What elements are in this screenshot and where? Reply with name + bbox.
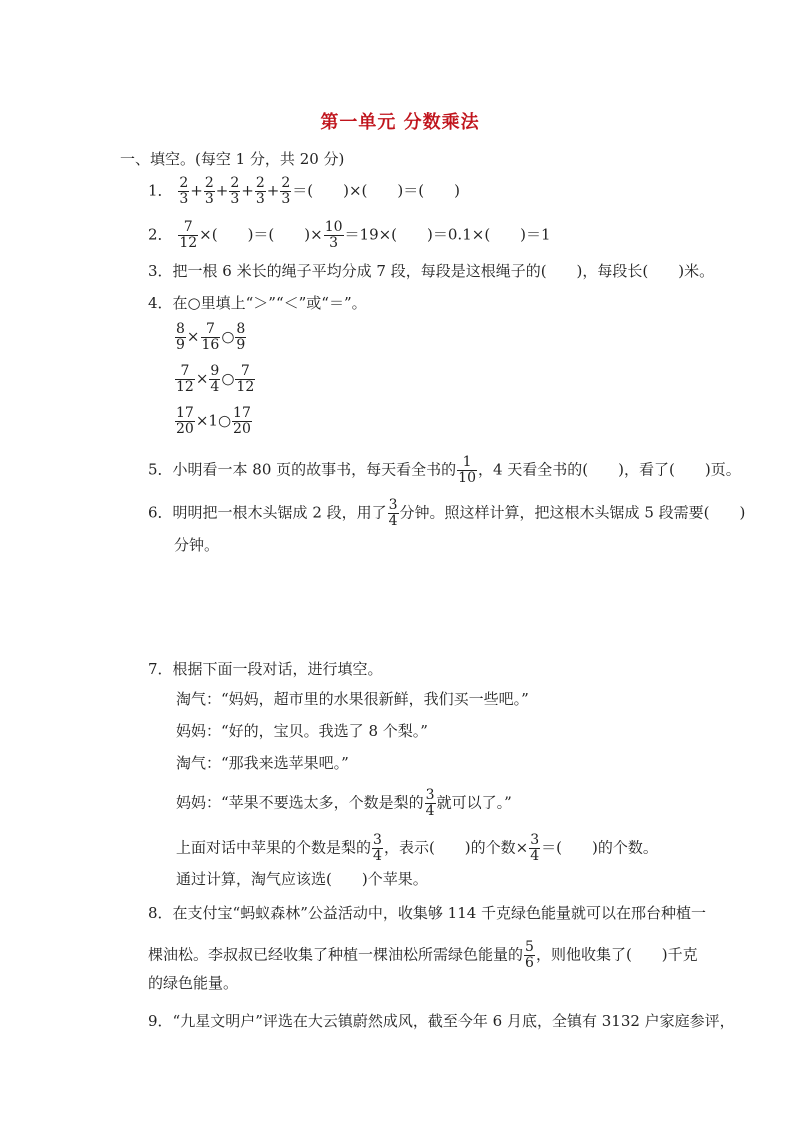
dialogue-line-3: 淘气：“那我来选苹果吧。” (176, 754, 349, 772)
fill-line-part-c: ＝( )的个数。 (541, 838, 658, 857)
fraction: $\frac{2}{3}$ (255, 175, 265, 207)
fraction: $\frac{2}{3}$ (179, 175, 189, 207)
question-8-part-b: 棵油松。李叔叔已经收集了种植一棵油松所需绿色能量的 (148, 945, 524, 964)
question-4: 4．在○里填上“＞”“＜”或“＝”。 (148, 294, 367, 312)
question-5-part-a: 5．小明看一本 80 页的故事书，每天看全书的 (148, 460, 457, 479)
question-2-part-a: ×( )＝( )× (199, 225, 323, 244)
question-2-part-b: ＝19×( )＝0.1×( )＝1 (344, 225, 551, 244)
question-9: 9．“九星文明户”评选在大云镇蔚然成风，截至今年 6 月底，全镇有 3132 户家庭参评， (148, 1012, 735, 1030)
fraction: $\frac{2}{3}$ (204, 175, 214, 207)
times-one-circle[interactable]: ×1○ (195, 411, 232, 430)
question-6 (148, 498, 745, 529)
question-number: 1． (148, 181, 173, 200)
plus-sign: + (190, 181, 203, 200)
question-8-line-3: 的绿色能量。 (148, 974, 239, 992)
question-5-part-b: ，4 天看全书的( )，看了( )页。 (478, 460, 741, 479)
question-7-answer-line: 通过计算，淘气应该选( )个苹果。 (176, 870, 428, 888)
plus-sign: + (215, 181, 229, 200)
dialogue-line-1: 淘气：“妈妈，超市里的水果很新鲜，我们买一些吧。” (176, 690, 529, 708)
comparison-1 (174, 322, 247, 353)
fraction: $\frac{1}{10}$ (458, 454, 476, 486)
dialogue-line-4 (176, 788, 512, 819)
times-sign: × (195, 369, 209, 388)
question-6-part-a: 6．明明把一根木头锯成 2 段，用了 (148, 503, 387, 522)
question-2 (148, 220, 551, 251)
plus-sign: + (266, 181, 280, 200)
question-6-part-b: 分钟。照这样计算，把这根木头锯成 5 段需要( ) (399, 503, 746, 522)
fraction: $\frac{3}{4}$ (388, 497, 398, 529)
question-3: 3．把一根 6 米长的绳子平均分成 7 段，每段是这根绳子的( )，每段长( )米。 (148, 262, 715, 280)
fraction: $\frac{8}{9}$ (176, 321, 185, 353)
plus-sign: + (241, 181, 254, 200)
fraction: $\frac{7}{12}$ (236, 363, 255, 395)
fraction: $\frac{7}{12}$ (176, 363, 194, 395)
fraction: $\frac{3}{4}$ (425, 787, 435, 819)
fraction: $\frac{2}{3}$ (230, 175, 240, 207)
dialogue-line-4-part-a: 妈妈：“苹果不要选太多，个数是梨的 (176, 793, 424, 812)
fraction: $\frac{9}{4}$ (210, 363, 220, 395)
fraction: $\frac{2}{3}$ (281, 175, 291, 207)
fraction: $\frac{3}{4}$ (373, 832, 382, 864)
compare-circle[interactable]: ○ (221, 327, 235, 346)
fraction: $\frac{7}{12}$ (179, 219, 198, 251)
fraction: $\frac{3}{4}$ (530, 832, 540, 864)
fill-line-part-a: 上面对话中苹果的个数是梨的 (176, 838, 372, 857)
times-sign: × (186, 327, 200, 346)
question-8-line-2 (148, 940, 698, 971)
question-1-tail: ＝( )×( )＝( ) (292, 181, 460, 200)
fill-line-part-b: ，表示( )的个数× (383, 838, 529, 857)
comparison-2 (174, 364, 256, 395)
question-7: 7．根据下面一段对话，进行填空。 (148, 660, 383, 678)
section-heading: 一、填空。(每空 1 分，共 20 分) (120, 150, 345, 168)
fraction: $\frac{8}{9}$ (236, 321, 246, 353)
fraction: $\frac{10}{3}$ (324, 219, 343, 251)
fraction: $\frac{17}{20}$ (176, 405, 194, 437)
page-title: 第一单元 分数乘法 (320, 112, 480, 133)
question-number: 2． (148, 225, 173, 244)
question-8: 8．在支付宝“蚂蚁森林”公益活动中，收集够 114 千克绿色能量就可以在邢台种植一 (148, 904, 707, 922)
dialogue-line-4-part-b: 就可以了。” (436, 793, 512, 812)
fraction: $\frac{7}{16}$ (201, 321, 220, 353)
question-1 (148, 176, 460, 207)
question-7-fill-line (176, 833, 658, 864)
question-6-continued: 分钟。 (174, 536, 220, 554)
dialogue-line-2: 妈妈：“好的，宝贝。我选了 8 个梨。” (176, 722, 428, 740)
fraction: $\frac{5}{6}$ (525, 939, 534, 971)
comparison-3 (174, 406, 253, 437)
question-5 (148, 455, 741, 486)
fraction: $\frac{17}{20}$ (233, 405, 251, 437)
compare-circle[interactable]: ○ (221, 369, 235, 388)
question-8-part-c: ，则他收集了( )千克 (535, 945, 698, 964)
